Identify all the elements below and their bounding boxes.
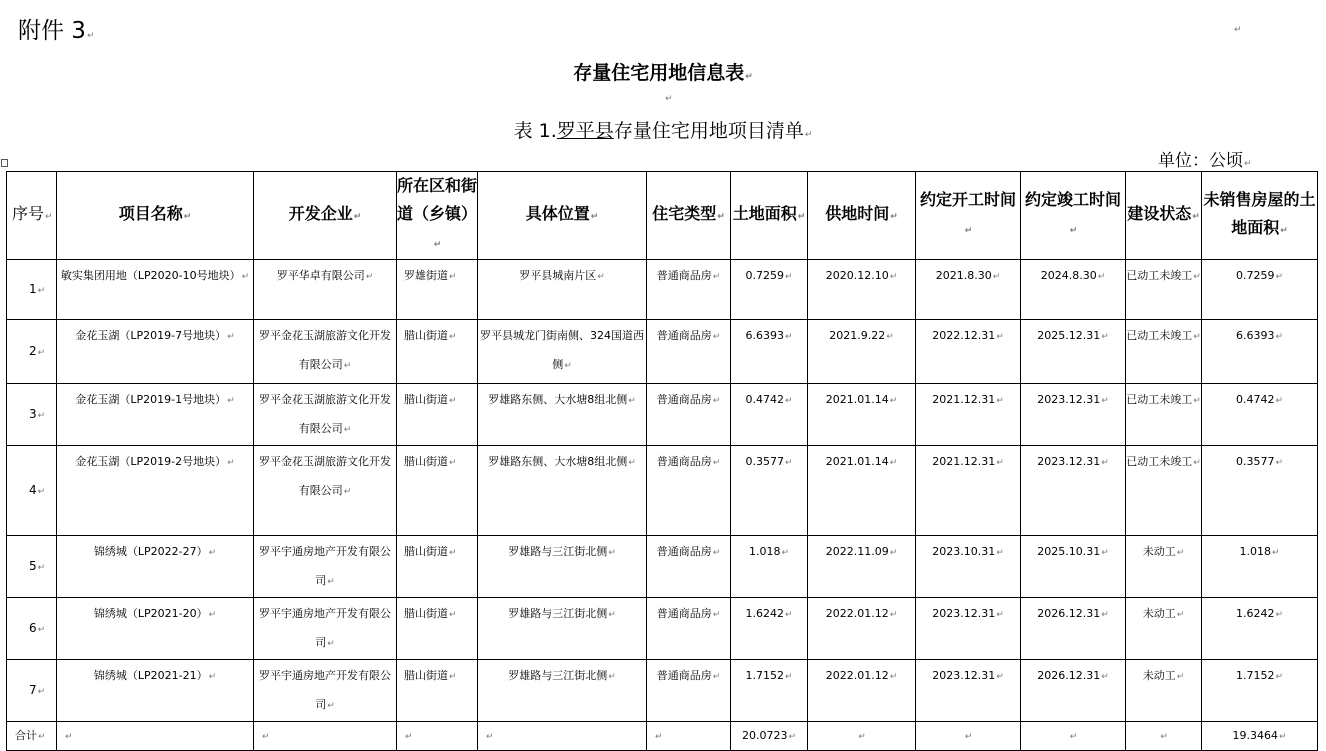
cell-developer: 罗平宇通房地产开发有限公司↵: [254, 536, 397, 598]
cell-seq: 7↵: [7, 660, 57, 722]
total-empty-cell: ↵: [916, 722, 1021, 751]
total-empty-cell: ↵: [1126, 722, 1202, 751]
cell-supply: 2022.01.12↵: [808, 598, 916, 660]
header-area: 土地面积↵: [731, 172, 808, 260]
cell-finish: 2023.12.31↵: [1021, 446, 1126, 536]
total-empty-cell: ↵: [254, 722, 397, 751]
header-name: 项目名称↵: [57, 172, 254, 260]
cell-supply: 2020.12.10↵: [808, 260, 916, 320]
cell-district: 腊山街道↵: [397, 446, 478, 536]
cell-status: 已动工未竣工↵: [1126, 260, 1202, 320]
cell-district: 腊山街道↵: [397, 536, 478, 598]
cell-developer: 罗平金花玉湖旅游文化开发有限公司↵: [254, 446, 397, 536]
cell-type: 普通商品房↵: [647, 446, 731, 536]
total-label: 合计↵: [7, 722, 57, 751]
cell-start: 2023.12.31↵: [916, 598, 1021, 660]
header-row: [7, 172, 1318, 260]
cell-unsold: 1.018↵: [1202, 536, 1318, 598]
cell-name: 锦绣城（LP2021-21）↵: [57, 660, 254, 722]
cell-seq: 1↵: [7, 260, 57, 320]
cell-unsold: 6.6393↵: [1202, 320, 1318, 384]
header-supply: 供地时间↵: [808, 172, 916, 260]
cell-location: 罗雄路与三江街北侧↵: [478, 598, 647, 660]
cell-status: 已动工未竣工↵: [1126, 320, 1202, 384]
cell-type: 普通商品房↵: [647, 320, 731, 384]
cell-name: 金花玉湖（LP2019-1号地块）↵: [57, 384, 254, 446]
header-location: 具体位置↵: [478, 172, 647, 260]
table-subtitle: 表 1.罗平县存量住宅用地项目清单↵: [513, 120, 813, 142]
cell-type: 普通商品房↵: [647, 384, 731, 446]
cell-district: 罗雄街道↵: [397, 260, 478, 320]
cell-status: 未动工↵: [1126, 536, 1202, 598]
cell-supply: 2022.11.09↵: [808, 536, 916, 598]
cell-district: 腊山街道↵: [397, 598, 478, 660]
total-empty-cell: ↵: [647, 722, 731, 751]
cell-status: 已动工未竣工↵: [1126, 446, 1202, 536]
cell-status: 未动工↵: [1126, 660, 1202, 722]
cell-status: 未动工↵: [1126, 598, 1202, 660]
cell-location: 罗雄路东侧、大水塘8组北侧↵: [478, 384, 647, 446]
cell-location: 罗平县城龙门街南侧、324国道西侧↵: [478, 320, 647, 384]
table-row: [7, 660, 1318, 722]
cell-supply: 2021.01.14↵: [808, 446, 916, 536]
cell-developer: 罗平金花玉湖旅游文化开发有限公司↵: [254, 320, 397, 384]
cell-area: 0.4742↵: [731, 384, 808, 446]
cell-location: 罗雄路东侧、大水塘8组北侧↵: [478, 446, 647, 536]
cell-seq: 3↵: [7, 384, 57, 446]
document-title: 存量住宅用地信息表↵: [573, 62, 753, 84]
cell-unsold: 0.4742↵: [1202, 384, 1318, 446]
cell-seq: 5↵: [7, 536, 57, 598]
attachment-label: 附件 3↵: [18, 18, 95, 44]
cell-supply: 2022.01.12↵: [808, 660, 916, 722]
cell-area: 1.6242↵: [731, 598, 808, 660]
cell-developer: 罗平金花玉湖旅游文化开发有限公司↵: [254, 384, 397, 446]
cell-unsold: 1.7152↵: [1202, 660, 1318, 722]
cell-district: 腊山街道↵: [397, 320, 478, 384]
table-row: [7, 384, 1318, 446]
cell-start: 2021.8.30↵: [916, 260, 1021, 320]
header-unsold: 未销售房屋的土地面积↵: [1202, 172, 1318, 260]
land-info-table: [6, 171, 1318, 751]
paragraph-mark: ↵: [665, 94, 673, 104]
total-unsold: 19.3464↵: [1202, 722, 1318, 751]
paragraph-mark: ↵: [1234, 25, 1242, 35]
cell-developer: 罗平宇通房地产开发有限公司↵: [254, 598, 397, 660]
header-start: 约定开工时间↵: [916, 172, 1021, 260]
cell-seq: 4↵: [7, 446, 57, 536]
header-status: 建设状态↵: [1126, 172, 1202, 260]
cell-finish: 2026.12.31↵: [1021, 660, 1126, 722]
cell-developer: 罗平华卓有限公司↵: [254, 260, 397, 320]
cell-seq: 2↵: [7, 320, 57, 384]
total-empty-cell: ↵: [478, 722, 647, 751]
cell-supply: 2021.9.22↵: [808, 320, 916, 384]
unit-label: 单位：公顷↵: [1158, 151, 1252, 171]
table-row: [7, 320, 1318, 384]
cell-start: 2023.10.31↵: [916, 536, 1021, 598]
table-row: [7, 260, 1318, 320]
cell-supply: 2021.01.14↵: [808, 384, 916, 446]
cell-name: 锦绣城（LP2022-27）↵: [57, 536, 254, 598]
header-seq: 序号↵: [7, 172, 57, 260]
table-row: [7, 598, 1318, 660]
cell-unsold: 1.6242↵: [1202, 598, 1318, 660]
cell-unsold: 0.7259↵: [1202, 260, 1318, 320]
cell-area: 1.018↵: [731, 536, 808, 598]
cell-location: 罗雄路与三江街北侧↵: [478, 660, 647, 722]
cell-name: 锦绣城（LP2021-20）↵: [57, 598, 254, 660]
cell-district: 腊山街道↵: [397, 660, 478, 722]
cell-district: 腊山街道↵: [397, 384, 478, 446]
table-row: [7, 536, 1318, 598]
table-row: [7, 446, 1318, 536]
total-area: 20.0723↵: [731, 722, 808, 751]
cell-finish: 2025.10.31↵: [1021, 536, 1126, 598]
cell-developer: 罗平宇通房地产开发有限公司↵: [254, 660, 397, 722]
cell-unsold: 0.3577↵: [1202, 446, 1318, 536]
cell-location: 罗平县城南片区↵: [478, 260, 647, 320]
header-developer: 开发企业↵: [254, 172, 397, 260]
cell-finish: 2026.12.31↵: [1021, 598, 1126, 660]
header-type: 住宅类型↵: [647, 172, 731, 260]
total-empty-cell: ↵: [1021, 722, 1126, 751]
total-row: [7, 722, 1318, 751]
cell-name: 金花玉湖（LP2019-7号地块）↵: [57, 320, 254, 384]
cell-start: 2023.12.31↵: [916, 660, 1021, 722]
total-empty-cell: ↵: [808, 722, 916, 751]
cell-finish: 2023.12.31↵: [1021, 384, 1126, 446]
cell-area: 0.3577↵: [731, 446, 808, 536]
cell-start: 2021.12.31↵: [916, 446, 1021, 536]
cell-name: 金花玉湖（LP2019-2号地块）↵: [57, 446, 254, 536]
cell-start: 2022.12.31↵: [916, 320, 1021, 384]
cell-seq: 6↵: [7, 598, 57, 660]
cell-area: 1.7152↵: [731, 660, 808, 722]
cell-type: 普通商品房↵: [647, 536, 731, 598]
total-empty-cell: ↵: [397, 722, 478, 751]
cell-area: 0.7259↵: [731, 260, 808, 320]
header-district: 所在区和街道（乡镇）↵: [397, 172, 478, 260]
cell-start: 2021.12.31↵: [916, 384, 1021, 446]
cell-location: 罗雄路与三江街北侧↵: [478, 536, 647, 598]
cell-type: 普通商品房↵: [647, 660, 731, 722]
total-empty-cell: ↵: [57, 722, 254, 751]
cell-type: 普通商品房↵: [647, 260, 731, 320]
cell-name: 敏实集团用地（LP2020-10号地块）↵: [57, 260, 254, 320]
table-anchor-icon[interactable]: [1, 159, 8, 167]
cell-finish: 2024.8.30↵: [1021, 260, 1126, 320]
cell-status: 已动工未竣工↵: [1126, 384, 1202, 446]
cell-type: 普通商品房↵: [647, 598, 731, 660]
cell-area: 6.6393↵: [731, 320, 808, 384]
header-finish: 约定竣工时间↵: [1021, 172, 1126, 260]
cell-finish: 2025.12.31↵: [1021, 320, 1126, 384]
county-name: 罗平县: [556, 120, 614, 142]
